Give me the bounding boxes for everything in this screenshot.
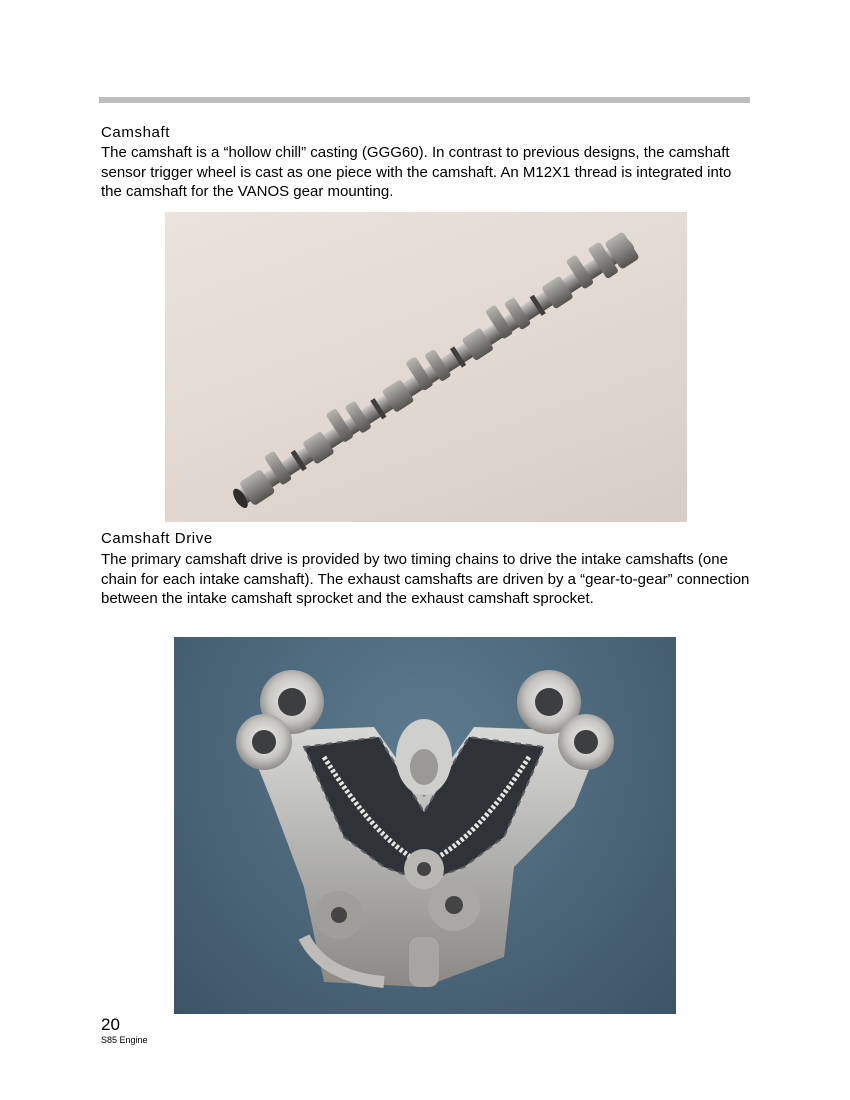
- footer-label: S85 Engine: [101, 1035, 148, 1045]
- section-heading-camshaft: Camshaft: [101, 124, 170, 141]
- section-heading-camshaft-drive: Camshaft Drive: [101, 530, 213, 547]
- header-rule: [99, 97, 750, 103]
- timing-chain-engine-photo: [174, 637, 676, 1014]
- page-number: 20: [101, 1015, 120, 1034]
- section-text-camshaft-drive: The primary camshaft drive is provided by two timing chains to drive the intake camshafts (one chain for each intake camshaft). The exhaust camshafts are driven by a “gear-to-gear” connection between the intake camshaft sprocket and the exhaust camshaft sprocket.: [101, 551, 750, 607]
- section-text-camshaft: The camshaft is a “hollow chill” casting (GGG60). In contrast to previous designs, the camshaft sensor trigger wheel is cast as one piece with the camshaft. An M12X1 thread is integrated into the camshaft for the VANOS gear mounting.: [101, 144, 732, 200]
- camshaft-photo: [165, 212, 687, 522]
